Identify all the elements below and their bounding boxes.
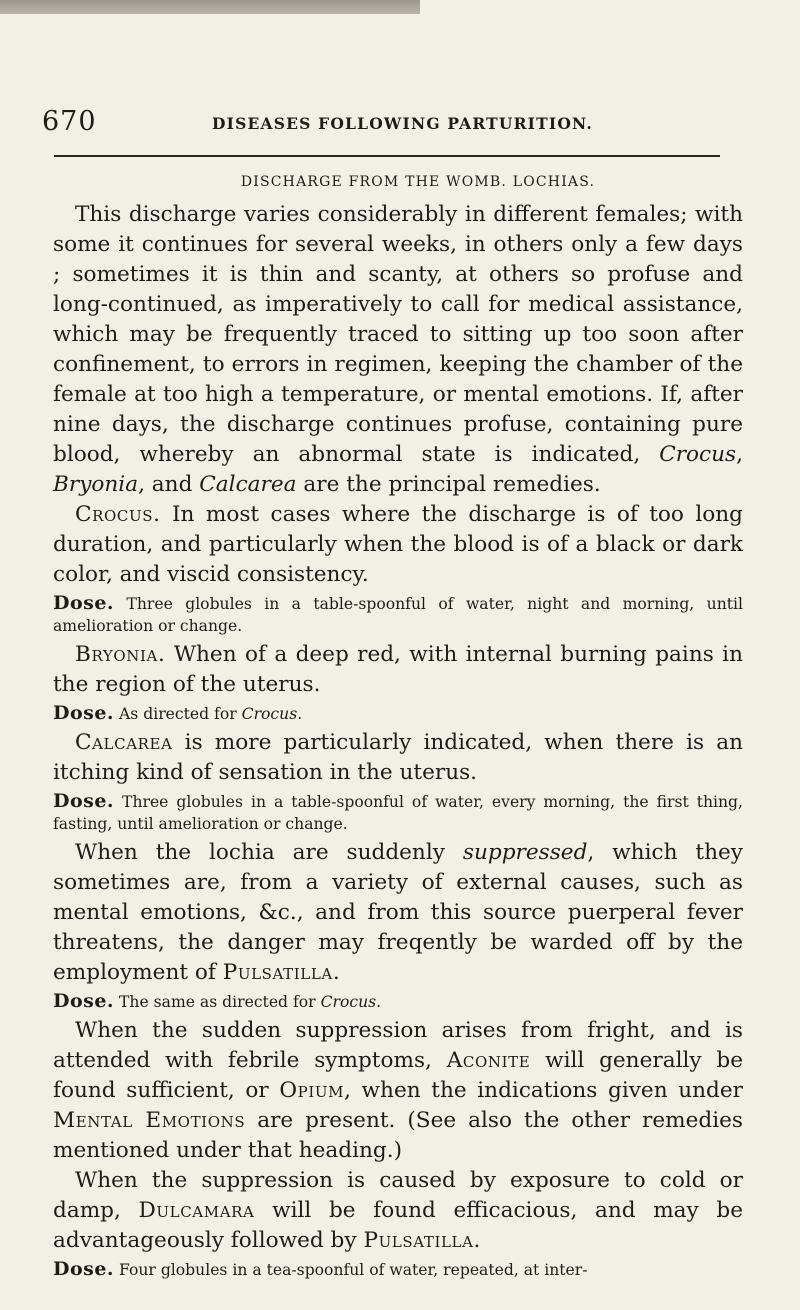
dose-bryonia xyxy=(53,702,743,725)
dose-label: Dose. xyxy=(53,790,115,812)
crocus-ref: Crocus. xyxy=(241,705,303,723)
running-title: DISEASES FOLLOWING PARTURITION. xyxy=(212,114,593,133)
dose-text: Three globules in a table-spoonful of water, every morning, the first thing, fasting, until amelioration or change. xyxy=(53,793,743,833)
dose-text: Four globules in a tea-spoonful of water, repeated, at inter- xyxy=(114,1261,588,1279)
dose-calcarea xyxy=(53,790,743,835)
calcarea-paragraph xyxy=(53,728,743,788)
separator: , xyxy=(736,442,743,467)
crocus-ref: Crocus. xyxy=(320,993,382,1011)
header-rule xyxy=(54,155,720,157)
top-edge-shadow xyxy=(0,0,420,14)
remedy-name-pulsatilla: Pulsatilla. xyxy=(363,1228,482,1253)
remedy-name-dulcamara: Dulcamara xyxy=(138,1198,255,1223)
suppression-text-cont: , which they sometimes are, from a variety of external causes, such as mental emotions, &c., and from this source puerperal fever threatens, the danger may freqently be warded off by the employment of xyxy=(53,840,743,985)
remedy-name-aconite: Aconite xyxy=(446,1048,531,1073)
cold-text: When the suppression is caused by exposure to cold or damp, xyxy=(53,1168,743,1223)
cold-paragraph xyxy=(53,1166,743,1256)
dose-pulsatilla xyxy=(53,990,743,1013)
dose-dulcamara xyxy=(53,1258,743,1281)
dose-label: Dose. xyxy=(53,990,115,1012)
bryonia-ref: Bryonia xyxy=(53,472,139,497)
fright-text-mid2: , when the indications given under xyxy=(344,1078,743,1103)
bryonia-text: When of a deep red, with internal burning pains in the region of the uterus. xyxy=(53,642,743,697)
suppression-text: When the lochia are suddenly xyxy=(75,840,463,865)
intro-paragraph xyxy=(53,200,743,500)
remedy-name-crocus: Crocus. xyxy=(75,502,161,527)
remedy-name-bryonia: Bryonia. xyxy=(75,642,166,667)
separator: , and xyxy=(138,472,200,497)
fright-paragraph xyxy=(53,1016,743,1166)
remedy-name-opium: Opium xyxy=(279,1078,345,1103)
calcarea-text: is more particularly indicated, when there is an itching kind of sensation in the uterus. xyxy=(53,730,743,785)
dose-text: As directed for xyxy=(114,705,242,723)
intro-text: This discharge varies considerably in different females; with some it continues for several weeks, in others only a few days ; sometimes it is thin and scanty, at others so profuse and long-continued, as imperatively to call for medical assistance, which may be frequently traced to sitting up too soon after confinement, to errors in regimen, keeping the chamber of the female at too high a temperature, or mental emotions. If, after nine days, the discharge continues profuse, containing pure blood, whereby an abnormal state is indicated, xyxy=(53,202,743,467)
suppressed-emphasis: suppressed xyxy=(462,840,588,865)
bryonia-paragraph xyxy=(53,640,743,700)
dose-label: Dose. xyxy=(53,592,115,614)
section-title: DISCHARGE FROM THE WOMB. LOCHIAS. xyxy=(240,174,596,190)
fright-text-end: are present. (See also the other remedies mentioned under that heading.) xyxy=(53,1108,743,1163)
fright-text: When the sudden suppression arises from fright, and is attended with febrile symptoms, xyxy=(53,1018,743,1073)
crocus-ref: Crocus xyxy=(659,442,737,467)
page-header xyxy=(42,98,742,138)
mental-emotions-ref: Mental Emotions xyxy=(53,1108,246,1133)
dose-crocus xyxy=(53,592,743,637)
crocus-paragraph xyxy=(53,500,743,590)
dose-label: Dose. xyxy=(53,1258,115,1280)
dose-text: The same as directed for xyxy=(114,993,321,1011)
crocus-text: In most cases where the discharge is of too long duration, and particularly when the blood is of a black or dark color, and viscid consistency. xyxy=(53,502,743,587)
intro-end: are the principal remedies. xyxy=(296,472,601,497)
suppression-paragraph xyxy=(53,838,743,988)
remedy-name-pulsatilla: Pulsatilla. xyxy=(222,960,341,985)
page-number: 670 xyxy=(42,106,97,137)
dose-label: Dose. xyxy=(53,702,115,724)
remedy-name-calcarea: Calcarea xyxy=(75,730,173,755)
dose-text: Three globules in a table-spoonful of water, night and morning, until amelioration or change. xyxy=(53,595,743,635)
calcarea-ref: Calcarea xyxy=(199,472,297,497)
fright-text-mid: will generally be found sufficient, or xyxy=(53,1048,743,1103)
page-body xyxy=(53,174,743,1284)
cold-text-mid: will be found efficacious, and may be advantageously followed by xyxy=(53,1198,743,1253)
